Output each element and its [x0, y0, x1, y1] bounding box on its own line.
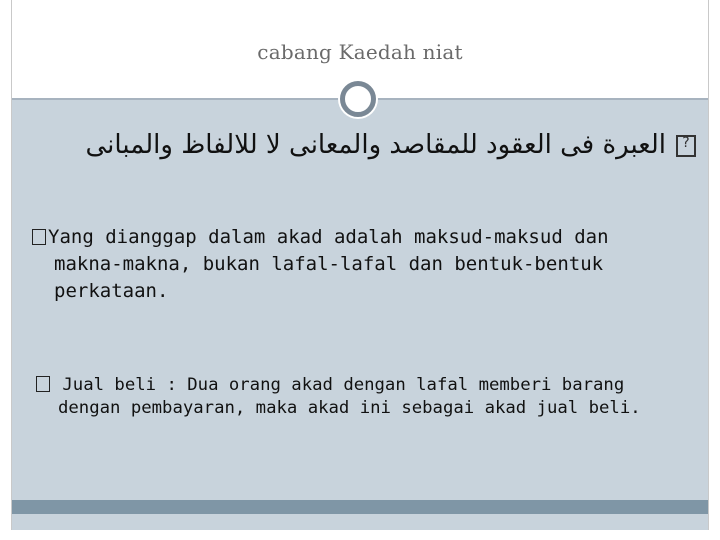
paragraph-1-block — [32, 224, 672, 305]
square-bullet-icon — [32, 229, 46, 245]
paragraph-2-text: Jual beli : Dua orang akad dengan lafal memberi barang dengan pembayaran, maka akad ini sebagai akad jual beli. — [58, 375, 641, 418]
paragraph-1-text: Yang dianggap dalam akad adalah maksud-maksud dan makna-makna, bukan lafal-lafal dan bentuk-bentuk perkataan. — [48, 226, 609, 302]
bottom-strip — [12, 514, 708, 530]
arabic-heading-row — [40, 130, 696, 160]
bottom-bar — [12, 500, 708, 514]
paragraph-2-block — [36, 374, 676, 420]
arabic-heading: العبرة فى العقود للمقاصد والمعانى لا للالفاظ والمبانى — [85, 130, 666, 160]
circle-ornament-icon — [340, 81, 376, 117]
slide-title: cabang Kaedah niat — [257, 40, 463, 64]
paragraph-example — [36, 374, 676, 420]
square-bullet-icon — [36, 376, 50, 392]
paragraph-meaning — [32, 224, 672, 305]
box-bullet-icon — [676, 135, 696, 157]
